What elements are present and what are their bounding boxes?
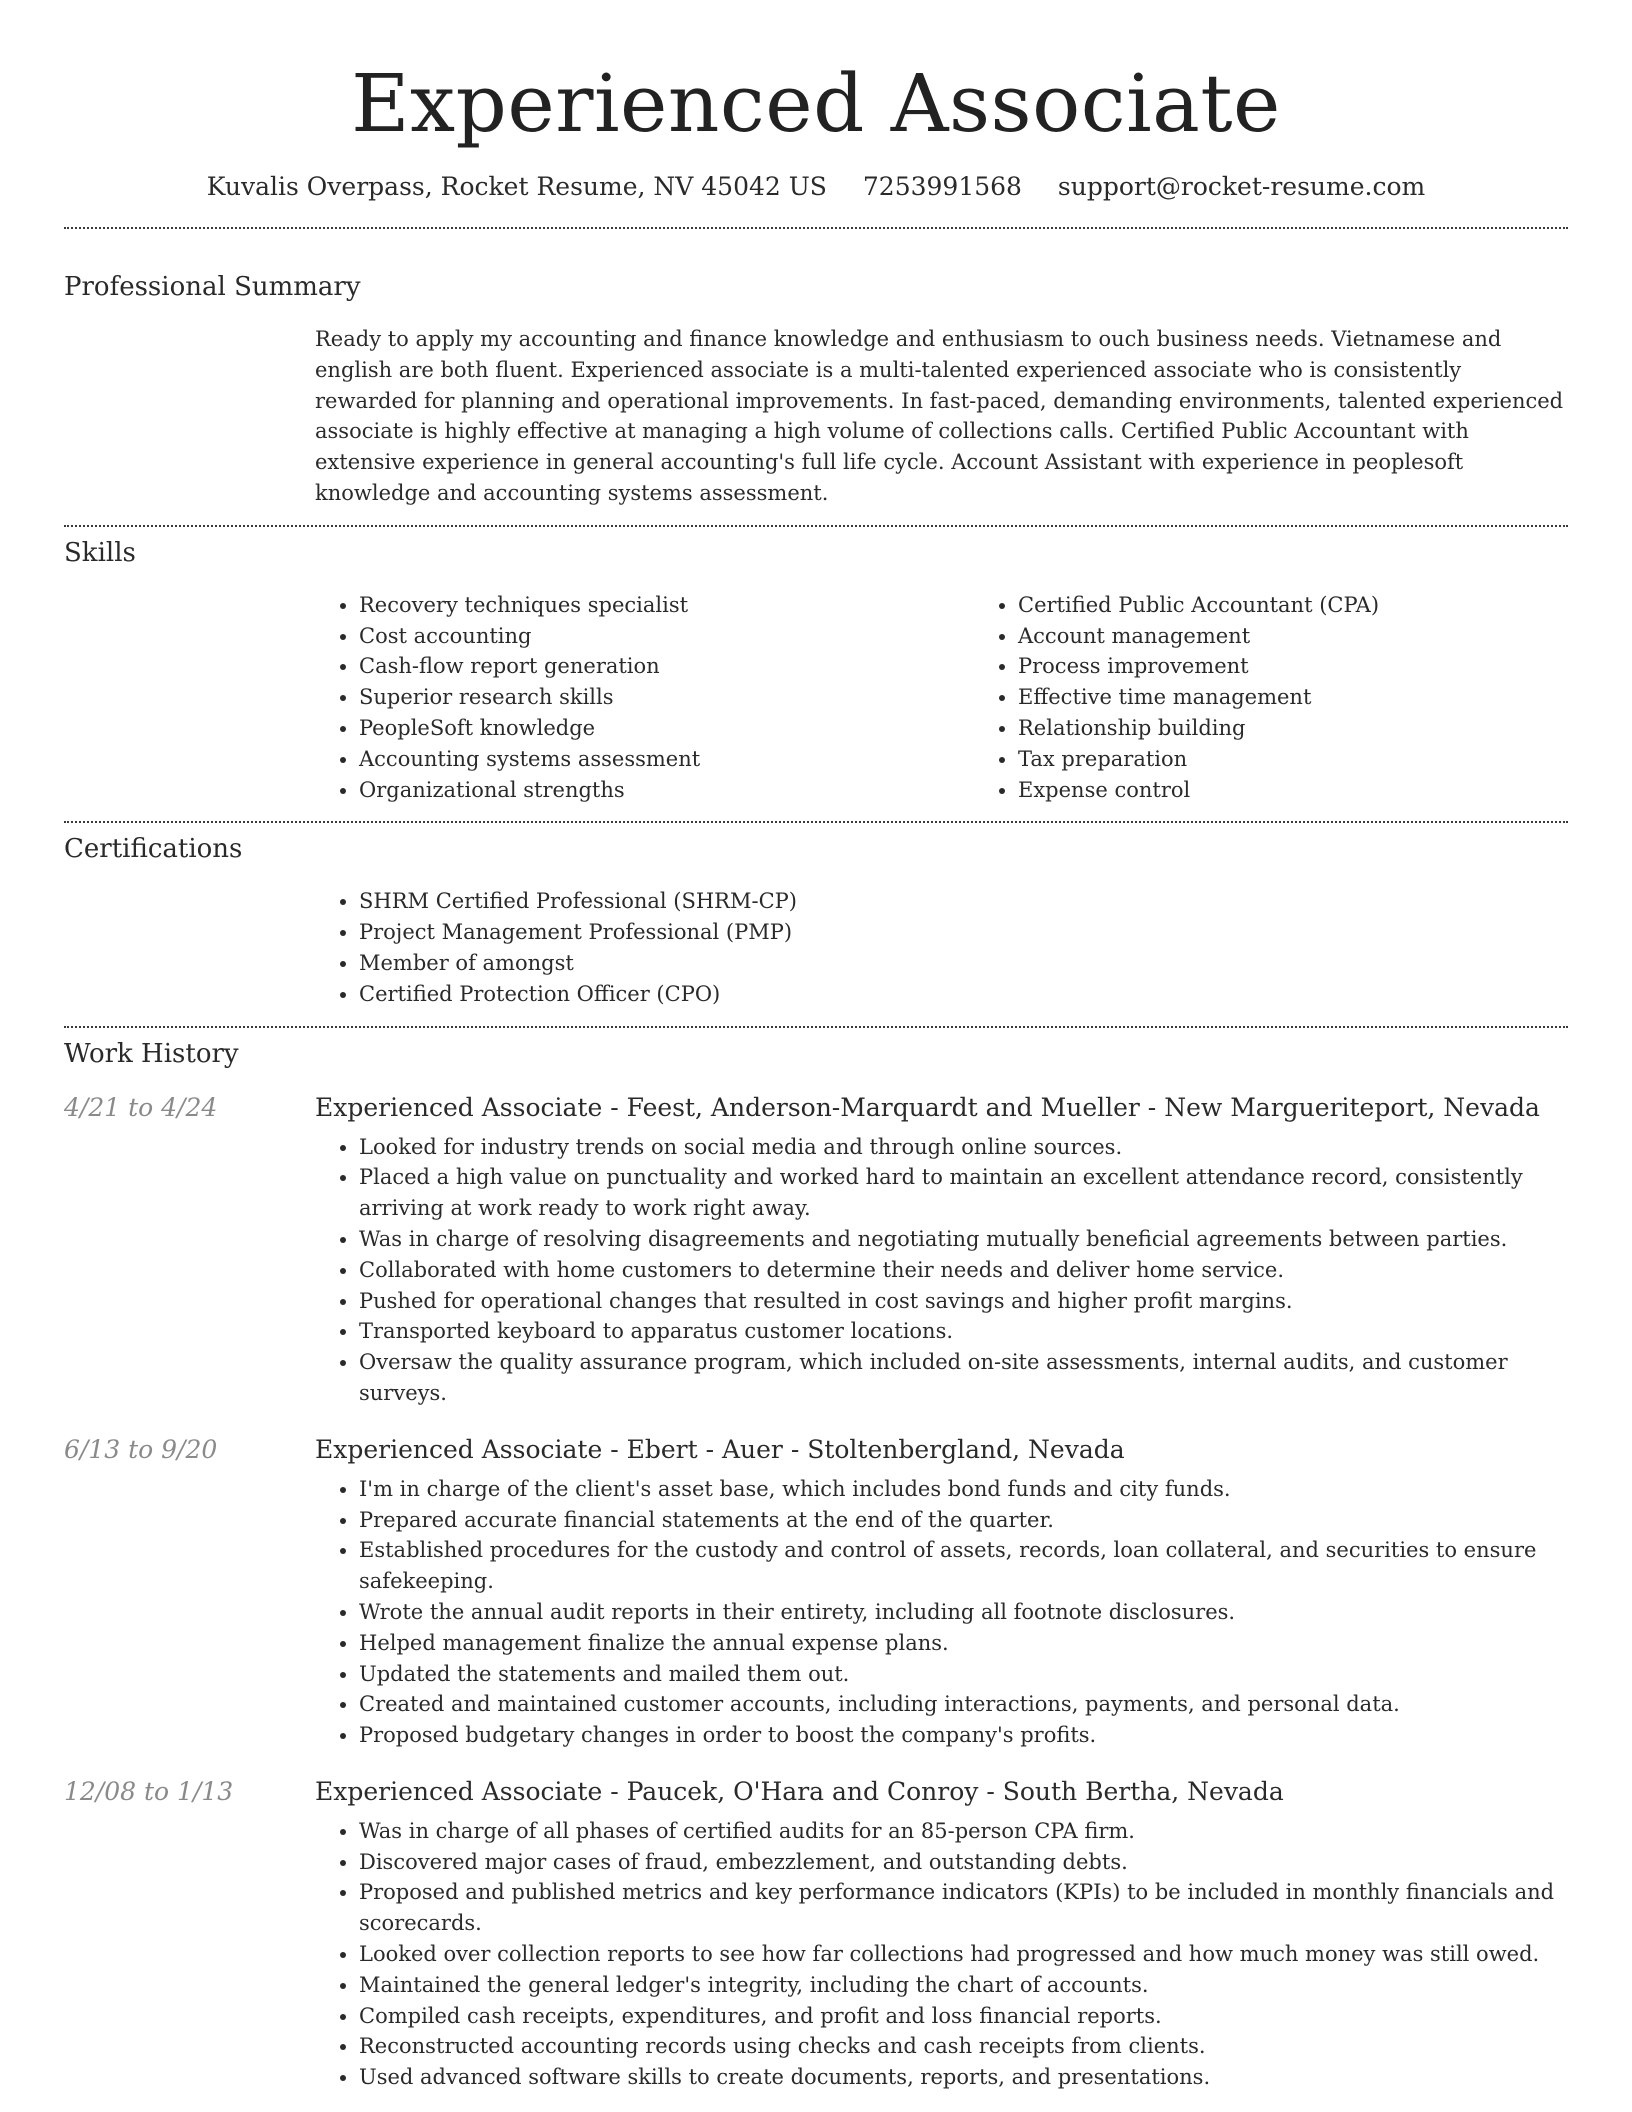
job-duty: • Updated the statements and mailed them out. [359, 1659, 1568, 1690]
job-duty: • Was in charge of all phases of certified audits for an 85-person CPA firm. [359, 1816, 1568, 1847]
skill-item: • Cost accounting [359, 621, 974, 652]
skill-item: • Account management [1018, 621, 1632, 652]
section-title-skills: Skills [64, 537, 136, 568]
skill-item: • Expense control [1018, 775, 1632, 806]
job-duty: • Collaborated with home customers to determine their needs and deliver home service. [359, 1255, 1568, 1286]
job-duties [315, 1132, 1568, 1409]
job-duty: • Discovered major cases of fraud, embezzlement, and outstanding debts. [359, 1847, 1568, 1878]
certifications-section [64, 832, 1568, 1009]
resume-page [64, 0, 1568, 2093]
certification-item: • Certified Protection Officer (CPO) [359, 979, 1568, 1010]
job-duty: • Proposed budgetary changes in order to boost the company's profits. [359, 1720, 1568, 1751]
job-duty: • Reconstructed accounting records using checks and cash receipts from clients. [359, 2031, 1568, 2062]
certification-item: • SHRM Certified Professional (SHRM-CP) [359, 886, 1568, 917]
summary-text: Ready to apply my accounting and finance knowledge and enthusiasm to ouch business needs. Vietnamese and english are both fluent. Experienced associate is a multi-talented experienced associate who is consistently rewarded for planning and operational improvements. In fast-paced, demanding environments, talented experienced associate is highly effective at managing a high volume of collections calls. Certified Public Accountant with extensive experience in general accounting's full life cycle. Account Assistant with experience in peoplesoft knowledge and accounting systems assessment. [315, 327, 1564, 505]
skills-list-right [974, 590, 1632, 806]
job-dates: 6/13 to 9/20 [64, 1434, 218, 1464]
skill-item: • Relationship building [1018, 713, 1632, 744]
job-header [64, 1435, 1568, 1464]
job-entry [64, 1777, 1568, 2093]
section-divider [64, 821, 1568, 823]
contact-phone: 7253991568 [862, 172, 1022, 201]
certification-item: • Member of amongst [359, 948, 1568, 979]
job-duty: • Maintained the general ledger's integrity, including the chart of accounts. [359, 1970, 1568, 2001]
contact-email: support@rocket-resume.com [1057, 172, 1426, 201]
job-duty-list [315, 1132, 1568, 1409]
summary-content [315, 324, 1568, 509]
job-dates: 12/08 to 1/13 [64, 1776, 234, 1806]
section-title-certifications: Certifications [64, 834, 243, 865]
job-duty: • Oversaw the quality assurance program, which included on-site assessments, internal audits, and customer surveys. [359, 1347, 1568, 1409]
contact-address: Kuvalis Overpass, Rocket Resume, NV 45042 US [206, 172, 827, 201]
job-duty: • Created and maintained customer accounts, including interactions, payments, and personal data. [359, 1689, 1568, 1720]
job-duty: • Pushed for operational changes that resulted in cost savings and higher profit margins. [359, 1286, 1568, 1317]
job-duty: • Looked over collection reports to see how far collections had progressed and how much money was still owed. [359, 1939, 1568, 1970]
skill-item: • Certified Public Accountant (CPA) [1018, 590, 1632, 621]
job-duty-list [315, 1816, 1568, 2093]
section-title-summary: Professional Summary [64, 272, 361, 302]
job-header [64, 1093, 1568, 1122]
job-entry [64, 1435, 1568, 1751]
job-duty: • Wrote the annual audit reports in their entirety, including all footnote disclosures. [359, 1597, 1568, 1628]
skill-item: • Superior research skills [359, 682, 974, 713]
certification-item: • Project Management Professional (PMP) [359, 917, 1568, 948]
job-duty: • Used advanced software skills to create documents, reports, and presentations. [359, 2062, 1568, 2093]
job-duties [315, 1816, 1568, 2093]
job-dates: 4/21 to 4/24 [64, 1092, 218, 1122]
section-divider [64, 525, 1568, 527]
job-title: Experienced Associate - Paucek, O'Hara and Conroy - South Bertha, Nevada [315, 1776, 1284, 1806]
candidate-name: Experienced Associate [351, 57, 1281, 150]
job-duty: • Was in charge of resolving disagreements and negotiating mutually beneficial agreements between parties. [359, 1224, 1568, 1255]
job-duty: • Prepared accurate financial statements at the end of the quarter. [359, 1505, 1568, 1536]
job-duty: • I'm in charge of the client's asset base, which includes bond funds and city funds. [359, 1474, 1568, 1505]
section-divider [64, 1026, 1568, 1028]
skills-section [64, 536, 1568, 806]
job-duty: • Looked for industry trends on social media and through online sources. [359, 1132, 1568, 1163]
skills-list-left [315, 590, 974, 806]
job-title: Experienced Associate - Ebert - Auer - Stoltenbergland, Nevada [315, 1434, 1125, 1464]
skill-item: • Recovery techniques specialist [359, 590, 974, 621]
contact-line [64, 170, 1568, 204]
job-duty: • Proposed and published metrics and key performance indicators (KPIs) to be included in monthly financials and scorecards. [359, 1877, 1568, 1939]
job-duty: • Compiled cash receipts, expenditures, and profit and loss financial reports. [359, 2001, 1568, 2032]
job-duty: • Established procedures for the custody and control of assets, records, loan collateral, and securities to ensure safekeeping. [359, 1535, 1568, 1597]
skill-item: • Effective time management [1018, 682, 1632, 713]
section-divider [64, 227, 1568, 229]
certifications-content [315, 886, 1568, 1009]
skill-item: • Accounting systems assessment [359, 744, 974, 775]
job-duty: • Helped management finalize the annual expense plans. [359, 1628, 1568, 1659]
job-title: Experienced Associate - Feest, Anderson-Marquardt and Mueller - New Margueriteport, Nevada [315, 1092, 1540, 1122]
skill-item: • Process improvement [1018, 651, 1632, 682]
job-duties [315, 1474, 1568, 1751]
skill-item: • PeopleSoft knowledge [359, 713, 974, 744]
skill-item: • Organizational strengths [359, 775, 974, 806]
job-entry [64, 1093, 1568, 1409]
job-header [64, 1777, 1568, 1806]
professional-summary-section [64, 270, 1568, 509]
skills-content [315, 590, 1568, 806]
job-duty: • Placed a high value on punctuality and worked hard to maintain an excellent attendance record, consistently arriving at work ready to work right away. [359, 1162, 1568, 1224]
certifications-list [315, 886, 1568, 1009]
skill-item: • Cash-flow report generation [359, 651, 974, 682]
skill-item: • Tax preparation [1018, 744, 1632, 775]
section-title-work-history: Work History [64, 1038, 239, 1069]
job-duty-list [315, 1474, 1568, 1751]
work-history-section [64, 1037, 1568, 2094]
job-duty: • Transported keyboard to apparatus customer locations. [359, 1316, 1568, 1347]
